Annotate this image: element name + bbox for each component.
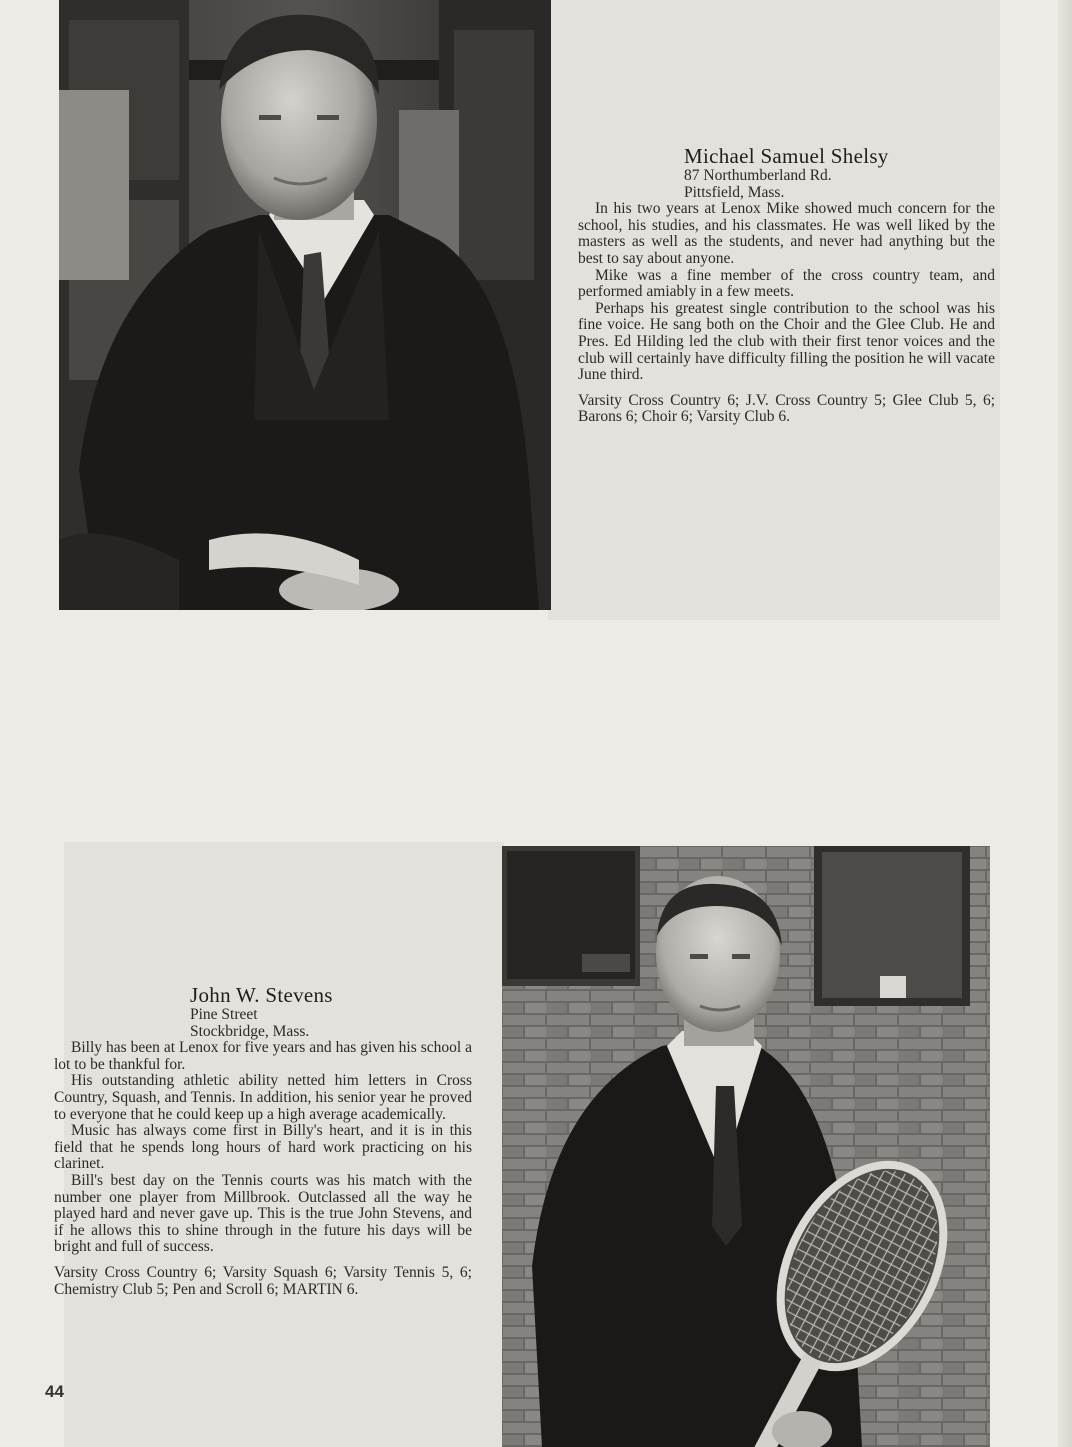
bio-text-stevens: [54, 983, 472, 1298]
activities-list: Varsity Cross Country 6; J.V. Cross Country 5; Glee Club 5, 6; Barons 6; Choir 6; Varsity Club 6.: [578, 391, 995, 426]
bio-paragraph: Mike was a fine member of the cross country team, and performed amiably in a few meets.: [578, 266, 995, 301]
bio-paragraph: Music has always come first in Billy's heart, and it is in this field that he spends long hours of hard work practicing on his clarinet.: [54, 1122, 472, 1173]
bio-paragraph: In his two years at Lenox Mike showed much concern for the school, his studies, and his classmates. He was well liked by the masters as well as the students, and never had anything but the best to say about anyone.: [578, 200, 995, 267]
address-line: 87 Northumberland Rd.: [684, 167, 832, 184]
bio-paragraph: Bill's best day on the Tennis courts was his match with the number one player from Millbrook. Outclassed all the way he played hard and never gave up. This is the true John Stevens, and if he allows this to shine through in the future his days will be bright and full of success.: [54, 1171, 472, 1256]
page-edge: [1058, 0, 1072, 1447]
student-name: John W. Stevens: [190, 983, 333, 1007]
bio-paragraph: Billy has been at Lenox for five years and has given his school a lot to be thankful for.: [54, 1039, 472, 1073]
address-line: Stockbridge, Mass.: [190, 1022, 310, 1040]
portrait-photo-stevens: [502, 846, 990, 1447]
bio-paragraph: His outstanding athletic ability netted him letters in Cross Country, Squash, and Tennis. In addition, his senior year he proved to everyone that he could keep up a high average academically.: [54, 1072, 472, 1123]
page-number: 44: [45, 1382, 64, 1401]
bio-text-shelsy: [578, 144, 995, 426]
portrait-photo-shelsy: [59, 0, 551, 610]
student-name: Michael Samuel Shelsy: [684, 144, 889, 168]
address-line: Pine Street: [190, 1006, 258, 1023]
activities-list: Varsity Cross Country 6; Varsity Squash 6; Varsity Tennis 5, 6; Chemistry Club 5; Pen and Scroll 6; MARTIN 6.: [54, 1263, 472, 1298]
address-line: Pittsfield, Mass.: [684, 183, 785, 201]
bio-paragraph: Perhaps his greatest single contribution to the school was his fine voice. He sang both on the Choir and the Glee Club. He and Pres. Ed Hilding led the club with their first tenor voices and the club will certainly have difficulty filling the position he will vacate June third.: [578, 299, 995, 384]
